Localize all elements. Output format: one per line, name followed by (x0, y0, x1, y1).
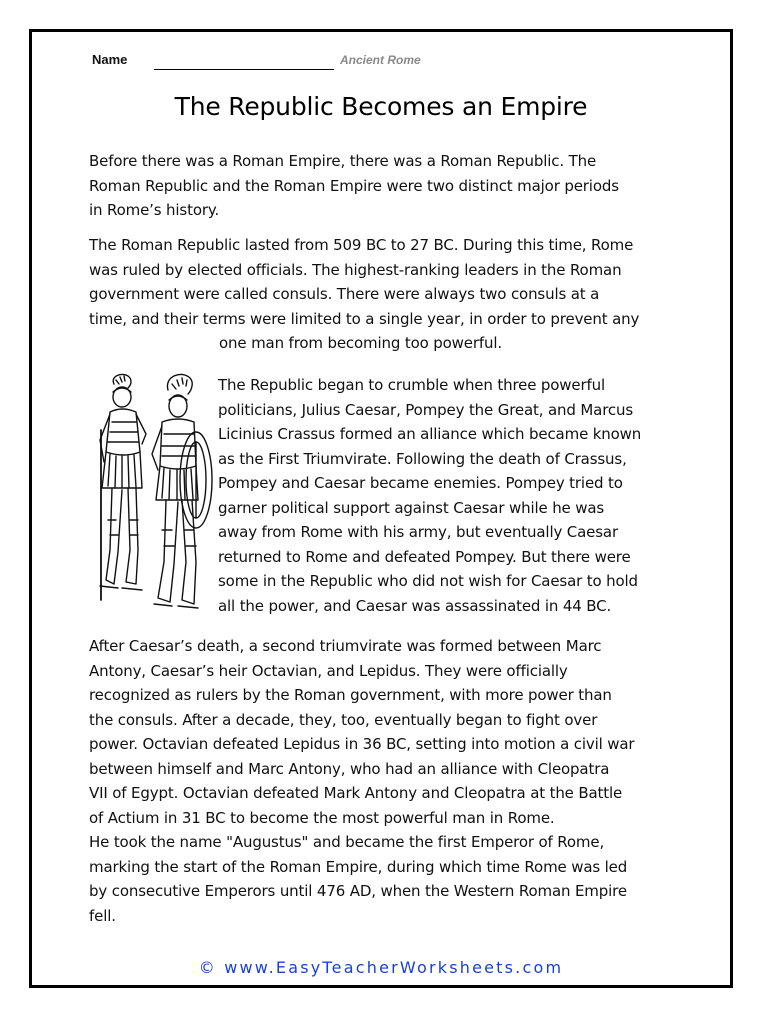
text-line: returned to Rome and defeated Pompey. But there were (218, 547, 631, 566)
text-line: Before there was a Roman Empire, there was a Roman Republic. The (89, 152, 597, 170)
text-line: marking the start of the Roman Empire, during which time Rome was led (89, 857, 628, 876)
paragraph-republic (89, 233, 639, 356)
text-line: The Roman Republic lasted from 509 BC to 27 BC. During this time, Rome (89, 236, 634, 254)
footer-website-link[interactable]: © www.EasyTeacherWorksheets.com (198, 958, 564, 977)
roman-soldiers-illustration (92, 370, 216, 620)
paragraph-triumvirate (218, 373, 641, 618)
text-line: was ruled by elected officials. The highest-ranking leaders in the Roman (89, 260, 622, 279)
text-line: as the First Triumvirate. Following the death of Crassus, (218, 449, 627, 468)
text-line: one man from becoming too powerful. (219, 334, 503, 352)
subject-label: Ancient Rome (340, 53, 421, 67)
text-line: Pompey and Caesar became enemies. Pompey tried to (218, 474, 623, 492)
paragraph-intro (89, 149, 619, 223)
text-line: Roman Republic and the Roman Empire were two distinct major periods (89, 176, 619, 195)
text-line: some in the Republic who did not wish for Caesar to hold (218, 572, 638, 590)
text-line: all the power, and Caesar was assassinated in 44 BC. (218, 596, 612, 615)
text-line: garner political support against Caesar while he was (218, 498, 605, 517)
text-line: away from Rome with his army, but eventually Caesar (218, 523, 618, 541)
text-line: time, and their terms were limited to a single year, in order to prevent any (89, 309, 640, 328)
text-line: in Rome’s history. (89, 201, 220, 219)
worksheet-page (29, 29, 733, 988)
paragraph-empire (89, 634, 634, 928)
text-line: Antony, Caesar’s heir Octavian, and Lepidus. They were officially (89, 661, 568, 680)
name-blank-line (154, 69, 334, 70)
text-line: by consecutive Emperors until 476 AD, when the Western Roman Empire (89, 882, 627, 900)
name-label: Name (92, 52, 128, 67)
text-line: After Caesar’s death, a second triumvirate was formed between Marc (89, 637, 602, 655)
text-line: of Actium in 31 BC to become the most powerful man in Rome. (89, 808, 555, 827)
text-line: politicians, Julius Caesar, Pompey the Great, and Marcus (218, 400, 634, 419)
text-line: power. Octavian defeated Lepidus in 36 BC, setting into motion a civil war (89, 735, 635, 753)
text-line: the consuls. After a decade, they, too, eventually began to fight over (89, 710, 598, 729)
text-line: between himself and Marc Antony, who had an alliance with Cleopatra (89, 759, 610, 778)
worksheet-header (92, 50, 692, 74)
text-line: VII of Egypt. Octavian defeated Mark Antony and Cleopatra at the Battle (89, 784, 623, 802)
text-line: The Republic began to crumble when three powerful (218, 376, 606, 394)
text-line: fell. (89, 906, 116, 925)
text-line: recognized as rulers by the Roman government, with more power than (89, 686, 612, 704)
text-line: He took the name "Augustus" and became the first Emperor of Rome, (89, 833, 605, 851)
page-title: The Republic Becomes an Empire (174, 92, 588, 121)
text-line: Licinius Crassus formed an alliance which became known (218, 425, 642, 443)
text-line: government were called consuls. There were always two consuls at a (89, 285, 600, 303)
